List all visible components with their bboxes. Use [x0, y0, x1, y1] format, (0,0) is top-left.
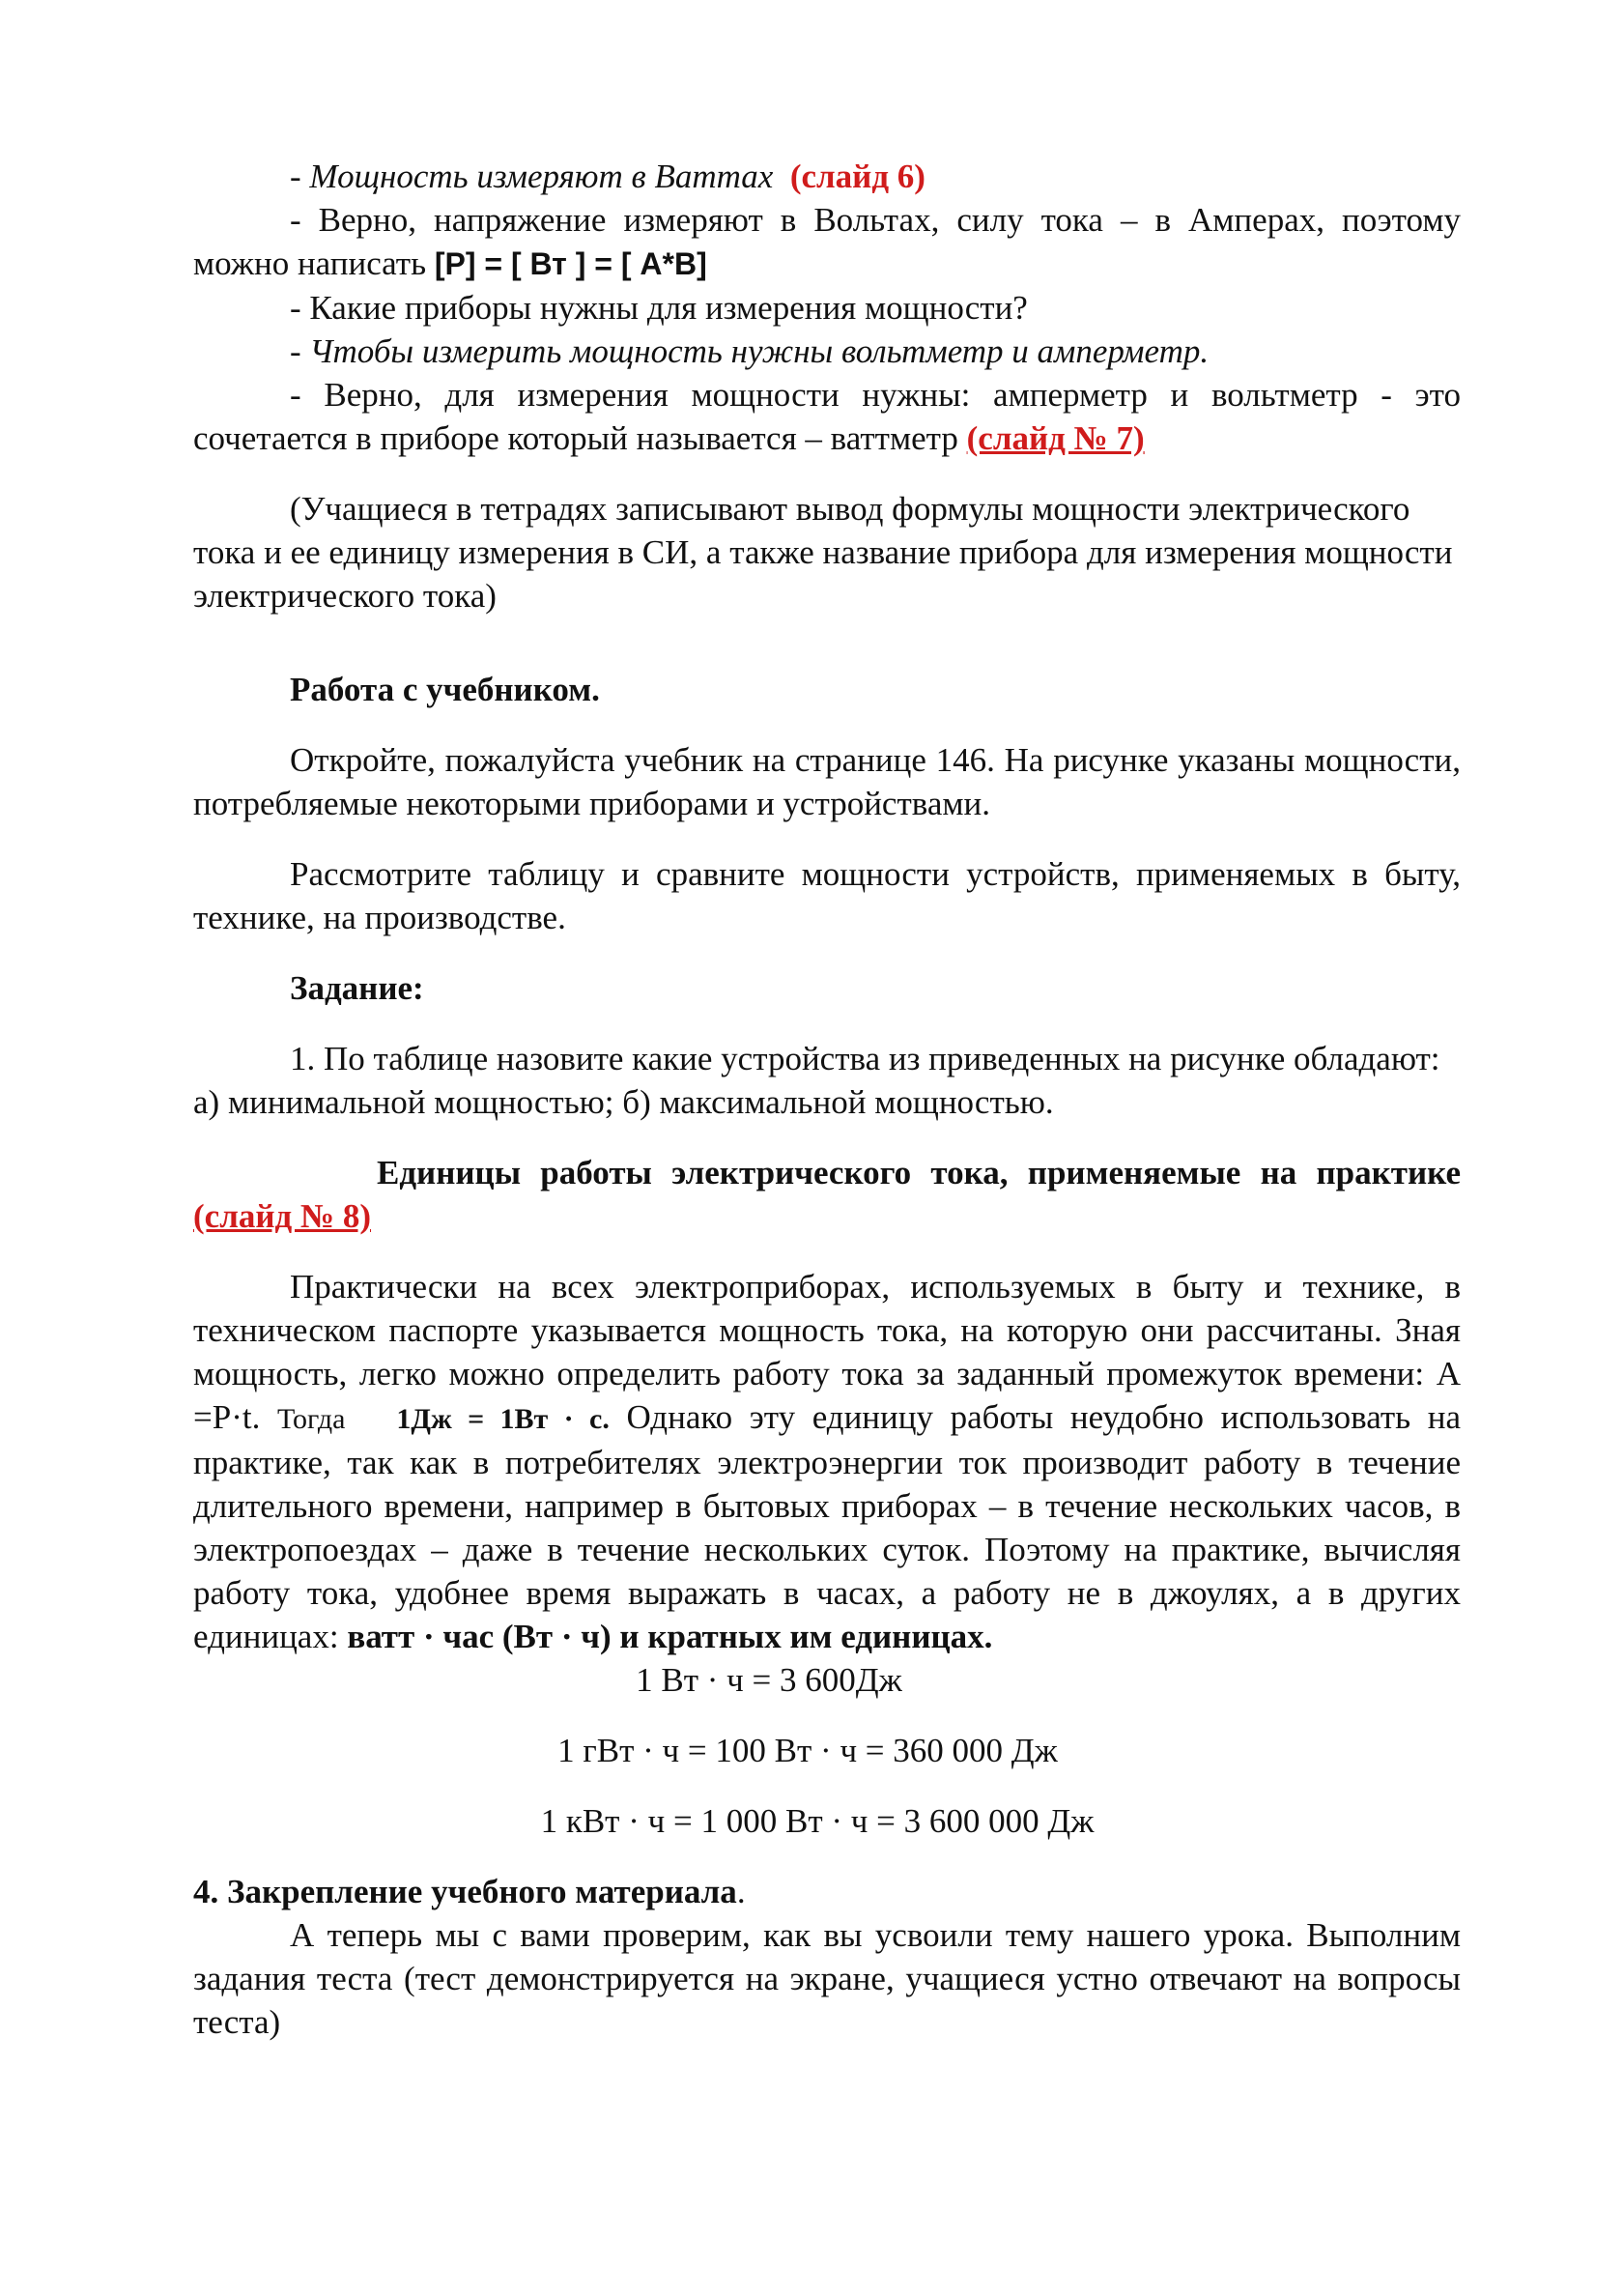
notebook-note: (Учащиеся в тетрадях записывают вывод формулы мощности электрического тока и ее единицу измерения в СИ, а также название прибора для измерения мощности электрического тока) [193, 490, 1453, 615]
units-paragraph-part-2: Однако эту единицу работы неудобно использовать на практике, так как в потребителях электроэнергии ток производит работу в течение длительного времени, например в бытовых приборах – в течение нескольких часов, в электропоездах – даже в течение нескольких суток. Поэтому на практике, вычисляя работу тока, удобнее время выражать в часах, а работу не в джоулях, а в других единицах: [193, 1398, 1462, 1655]
consolidation-paragraph: А теперь мы с вами проверим, как вы усвоили тему нашего урока. Выполним задания теста (тест демонстрируется на экране, учащиеся устно отвечают на вопросы теста) [193, 1916, 1461, 2041]
consolidation-heading-text: 4. Закрепление учебного материала [193, 1873, 737, 1910]
textbook-paragraph-2: Рассмотрите таблицу и сравните мощности устройств, применяемых в быту, технике, на производстве. [193, 855, 1461, 936]
equation-wh: 1 Вт · ч = 3 600Дж [636, 1661, 902, 1699]
dialogue-line-1-text: - Мощность измеряют в Ваттах [290, 158, 774, 195]
task-heading: Задание: [290, 969, 424, 1007]
dialogue-line-1 [193, 155, 1461, 198]
units-togda: Тогда [276, 1403, 346, 1435]
dialogue-line-5-text: - Верно, для измерения мощности нужны: амперметр и вольтметр - это сочетается в приборе который называется – ваттметр [193, 376, 1461, 457]
units-bold-ending: ватт · час (Вт · ч) и кратных им единицах. [347, 1618, 993, 1655]
slide-8-ref: (слайд № 8) [193, 1197, 372, 1235]
equation-hwh: 1 гВт · ч = 100 Вт · ч = 360 000 Дж [557, 1732, 1058, 1769]
dialogue-line-5 [193, 373, 1461, 460]
units-heading [193, 1151, 1461, 1238]
units-paragraph [193, 1265, 1461, 1658]
slide-7-ref: (слайд № 7) [966, 419, 1145, 457]
units-heading-text: Единицы работы электрического тока, применяемые на практике [377, 1154, 1461, 1191]
task-item-1: 1. По таблице назовите какие устройства из приведенных на рисунке обладают: а) минимальной мощностью; б) максимальной мощностью. [193, 1040, 1440, 1121]
units-paragraph-part-1: Практически на всех электроприборах, используемых в быту и технике, в техническом паспорте указывается мощность тока, на которую они рассчитаны. Зная мощность, легко можно определить работу тока за заданный промежуток времени: А =P·t. [193, 1268, 1461, 1436]
dialogue-line-2 [193, 198, 1461, 286]
slide-6-ref: (слайд 6) [789, 158, 925, 195]
joule-formula: 1Дж = 1Вт · с. [396, 1403, 610, 1435]
textbook-paragraph-1: Откройте, пожалуйста учебник на странице 146. На рисунке указаны мощности, потребляемые некоторыми приборами и устройствами. [193, 741, 1461, 822]
textbook-heading: Работа с учебником. [290, 671, 600, 708]
dialogue-line-3: - Какие приборы нужны для измерения мощности? [290, 289, 1028, 327]
equation-kwh: 1 кВт · ч = 1 000 Вт · ч = 3 600 000 Дж [540, 1802, 1095, 1840]
dialogue-line-2-text: - Верно, напряжение измеряют в Вольтах, силу тока – в Амперах, поэтому можно написать [193, 201, 1461, 282]
consolidation-heading [193, 1870, 1461, 1913]
consolidation-heading-dot: . [736, 1873, 746, 1910]
dialogue-line-4: - Чтобы измерить мощность нужны вольтметр и амперметр. [290, 332, 1210, 370]
power-unit-formula: [P] = [ Вт ] = [ А*В] [434, 246, 707, 281]
